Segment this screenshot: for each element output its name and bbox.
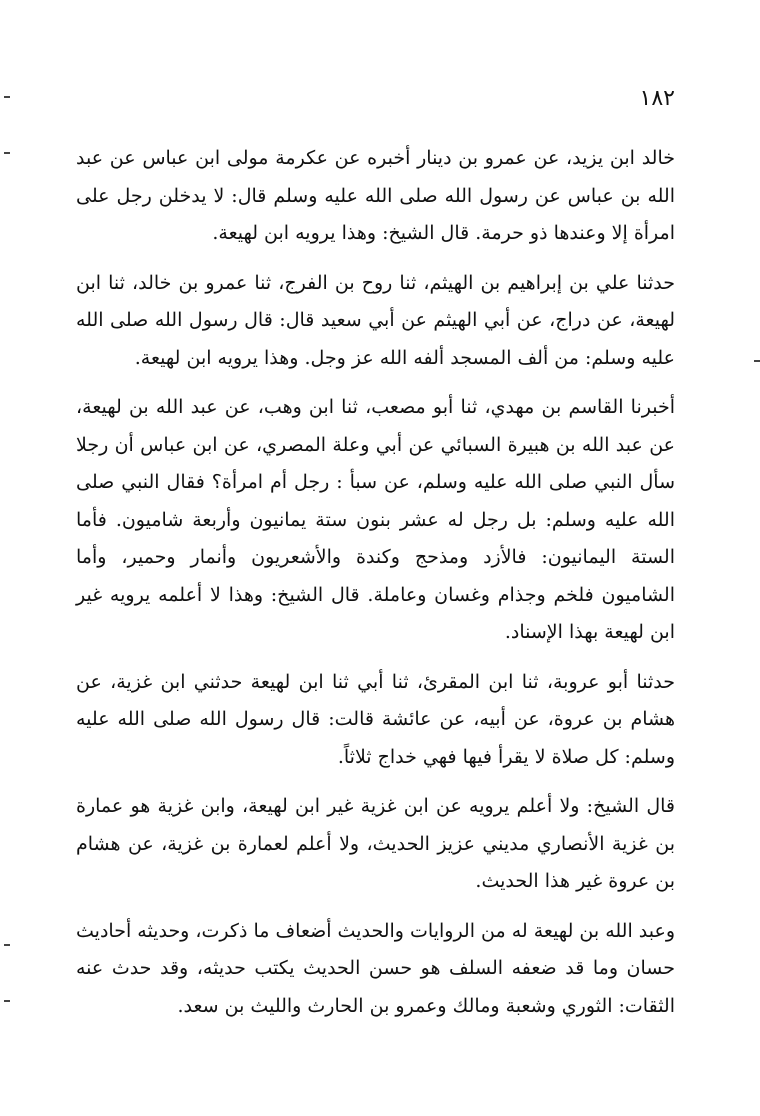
scan-edge-mark [4, 96, 10, 98]
scan-edge-mark [754, 360, 760, 362]
page-number: ١٨٢ [639, 86, 675, 111]
paragraph-1: خالد ابن يزيد، عن عمرو بن دينار أخبره عن عكرمة مولى ابن عباس عن عبد الله بن عباس عن رسول الله صلى الله عليه وسلم قال: لا يدخلن رجل على امرأة إلا وعندها ذو حرمة. قال الشيخ: وهذا يرويه ابن لهيعة. [76, 147, 675, 244]
paragraph-4: حدثنا أبو عروبة، ثنا ابن المقرئ، ثنا أبي ثنا ابن لهيعة حدثني ابن غزية، عن هشام بن عروة، عن أبيه، عن عائشة قالت: قال رسول الله صلى الله عليه وسلم: كل صلاة لا يقرأ فيها فهي خداج ثلاثاً. [76, 670, 675, 768]
text-body [76, 140, 675, 1037]
paragraph-2: حدثنا علي بن إبراهيم بن الهيثم، ثنا روح بن الفرج، ثنا عمرو بن خالد، ثنا ابن لهيعة، عن دراج، عن أبي الهيثم عن أبي سعيد قال: قال رسول الله صلى الله عليه وسلم: من ألف المسجد ألفه الله عز وجل. وهذا يرويه ابن لهيعة. [76, 271, 675, 369]
scan-edge-mark [4, 152, 10, 154]
paragraph-5: قال الشيخ: ولا أعلم يرويه عن ابن غزية غير ابن لهيعة، وابن غزية هو عمارة بن غزية الأنصاري مديني عزيز الحديث، ولا أعلم لعمارة بن غزية، عن هشام بن عروة غير هذا الحديث. [76, 795, 675, 892]
paragraph-3: أخبرنا القاسم بن مهدي، ثنا أبو مصعب، ثنا ابن وهب، عن عبد الله بن لهيعة، عن عبد الله بن هبيرة السبائي عن أبي وعلة المصري، عن ابن عباس أن رجلا سأل النبي صلى الله عليه وسلم، عن سبأ : رجل أم امرأة؟ فقال النبي صلى الله عليه وسلم: بل رجل له عشر بنون ستة يمانيون وأربعة شاميون. فأما الستة اليمانيون: فالأزد ومذحج وكندة والأشعريون وأنمار وحمير، وأما الشاميون فلخم وجذام وغسان وعاملة. قال الشيخ: وهذا لا أعلمه يرويه غير ابن لهيعة بهذا الإسناد. [76, 396, 675, 643]
paragraph-6: وعبد الله بن لهيعة له من الروايات والحديث أضعاف ما ذكرت، وحديثه أحاديث حسان وما قد ضعفه السلف هو حسن الحديث يكتب حديثه، وقد حدث عنه الثقات: الثوري وشعبة ومالك وعمرو بن الحارث والليث بن سعد. [76, 919, 675, 1017]
scan-edge-mark [4, 1000, 10, 1002]
scan-edge-mark [4, 944, 10, 946]
